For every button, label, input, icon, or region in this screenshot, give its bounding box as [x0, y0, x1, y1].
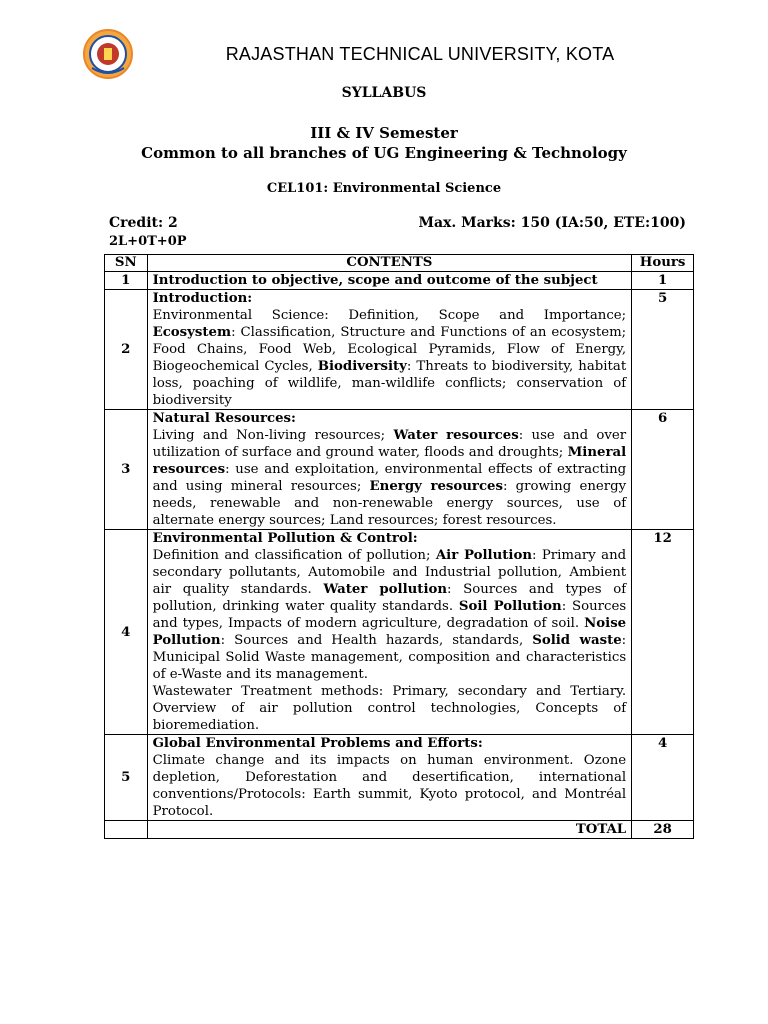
topic-text: : Sources and types of pollution, drinking water quality standards.	[152, 582, 627, 614]
topic-text: : Threats to biodiversity, habitat loss, poaching of wildlife, man-wildlife conflicts; conservation of biodiversity	[152, 359, 627, 408]
row-title: Introduction to objective, scope and outcome of the subject	[152, 273, 598, 288]
topic-keyword: Mineral resources	[152, 445, 627, 477]
topic-keyword: Energy resources	[369, 479, 503, 494]
applicability-heading: Common to all branches of UG Engineering & Technology	[141, 144, 627, 162]
topic-text: : growing energy needs, renewable and non-renewable energy sources, use of alternate energy sources; Land resources; forest resources.	[152, 479, 627, 528]
topic-text: : Sources and types, Impacts of modern agriculture, degradation of soil.	[152, 599, 627, 631]
topic-text: : Classification, Structure and Functions of an ecosystem; Food Chains, Food Web, Ecological Pyramids, Flow of Energy, Biogeochemical Cycles,	[152, 325, 627, 374]
row-hours: 6	[632, 410, 694, 530]
row-sn: 4	[105, 530, 148, 735]
table-header-row	[105, 255, 694, 272]
row-hours: 12	[632, 530, 694, 735]
row-body	[153, 307, 627, 409]
topic-text: : Primary and secondary pollutants, Automobile and Industrial pollution, Ambient air quality standards.	[152, 548, 627, 597]
topic-keyword: Water pollution	[323, 582, 448, 597]
header-sn: SN	[105, 255, 148, 272]
row-contents	[147, 735, 632, 821]
table-row	[105, 735, 694, 821]
syllabus-table	[104, 254, 694, 839]
university-name: RAJASTHAN TECHNICAL UNIVERSITY, KOTA	[225, 44, 615, 64]
topic-text: : use and exploitation, environmental effects of extracting and using mineral resources;	[152, 462, 627, 494]
document-type: SYLLABUS	[341, 85, 427, 101]
row-title: Natural Resources:	[152, 411, 296, 426]
credit-label: Credit: 2	[109, 215, 178, 231]
ltp-label: 2L+0T+0P	[109, 234, 187, 249]
row-body	[153, 427, 627, 529]
max-marks-label: Max. Marks: 150 (IA:50, ETE:100)	[418, 215, 686, 231]
table-row	[105, 410, 694, 530]
topic-keyword: Biodiversity	[317, 359, 407, 374]
university-seal-icon	[82, 28, 134, 80]
course-title: CEL101: Environmental Science	[266, 181, 502, 196]
topic-keyword: Noise Pollution	[152, 616, 627, 648]
topic-text: : Municipal Solid Waste management, composition and characteristics of e-Waste and its management.	[152, 633, 627, 682]
total-sn-cell	[105, 821, 148, 839]
row-contents	[147, 410, 632, 530]
topic-text: Wastewater Treatment methods: Primary, secondary and Tertiary. Overview of air pollution control technologies, Concepts of bioremediation.	[152, 684, 627, 733]
row-contents	[147, 272, 632, 290]
topic-keyword: Ecosystem	[152, 325, 232, 340]
topic-text: Definition and classification of pollution;	[152, 548, 436, 563]
topic-keyword: Water resources	[393, 428, 519, 443]
row-body	[153, 752, 627, 820]
total-label: TOTAL	[147, 821, 632, 839]
row-body	[153, 547, 627, 734]
row-hours: 4	[632, 735, 694, 821]
topic-text: Climate change and its impacts on human environment. Ozone depletion, Deforestation and desertification, international conventions/Protocols: Earth summit, Kyoto protocol, and Montréal Protocol.	[152, 753, 627, 819]
total-row	[105, 821, 694, 839]
header-contents: CONTENTS	[147, 255, 632, 272]
row-title: Environmental Pollution & Control:	[152, 531, 418, 546]
row-sn: 2	[105, 290, 148, 410]
row-title: Introduction:	[152, 291, 253, 306]
topic-keyword: Air Pollution	[435, 548, 532, 563]
topic-text: Environmental Science: Definition, Scope and Importance;	[152, 308, 627, 323]
topic-text: Living and Non-living resources;	[152, 428, 394, 443]
row-hours: 1	[632, 272, 694, 290]
table-row	[105, 290, 694, 410]
semester-heading: III & IV Semester	[310, 124, 458, 142]
topic-text: : use and over utilization of surface and ground water, floods and droughts;	[152, 428, 627, 460]
row-hours: 5	[632, 290, 694, 410]
table-row	[105, 530, 694, 735]
topic-text: : Sources and Health hazards, standards,	[220, 633, 533, 648]
row-contents	[147, 290, 632, 410]
header-hours: Hours	[632, 255, 694, 272]
total-hours: 28	[632, 821, 694, 839]
row-sn: 3	[105, 410, 148, 530]
row-sn: 5	[105, 735, 148, 821]
row-title: Global Environmental Problems and Efforts:	[152, 736, 483, 751]
row-contents	[147, 530, 632, 735]
topic-keyword: Soil Pollution	[458, 599, 562, 614]
topic-keyword: Solid waste	[532, 633, 622, 648]
table-row	[105, 272, 694, 290]
row-sn: 1	[105, 272, 148, 290]
